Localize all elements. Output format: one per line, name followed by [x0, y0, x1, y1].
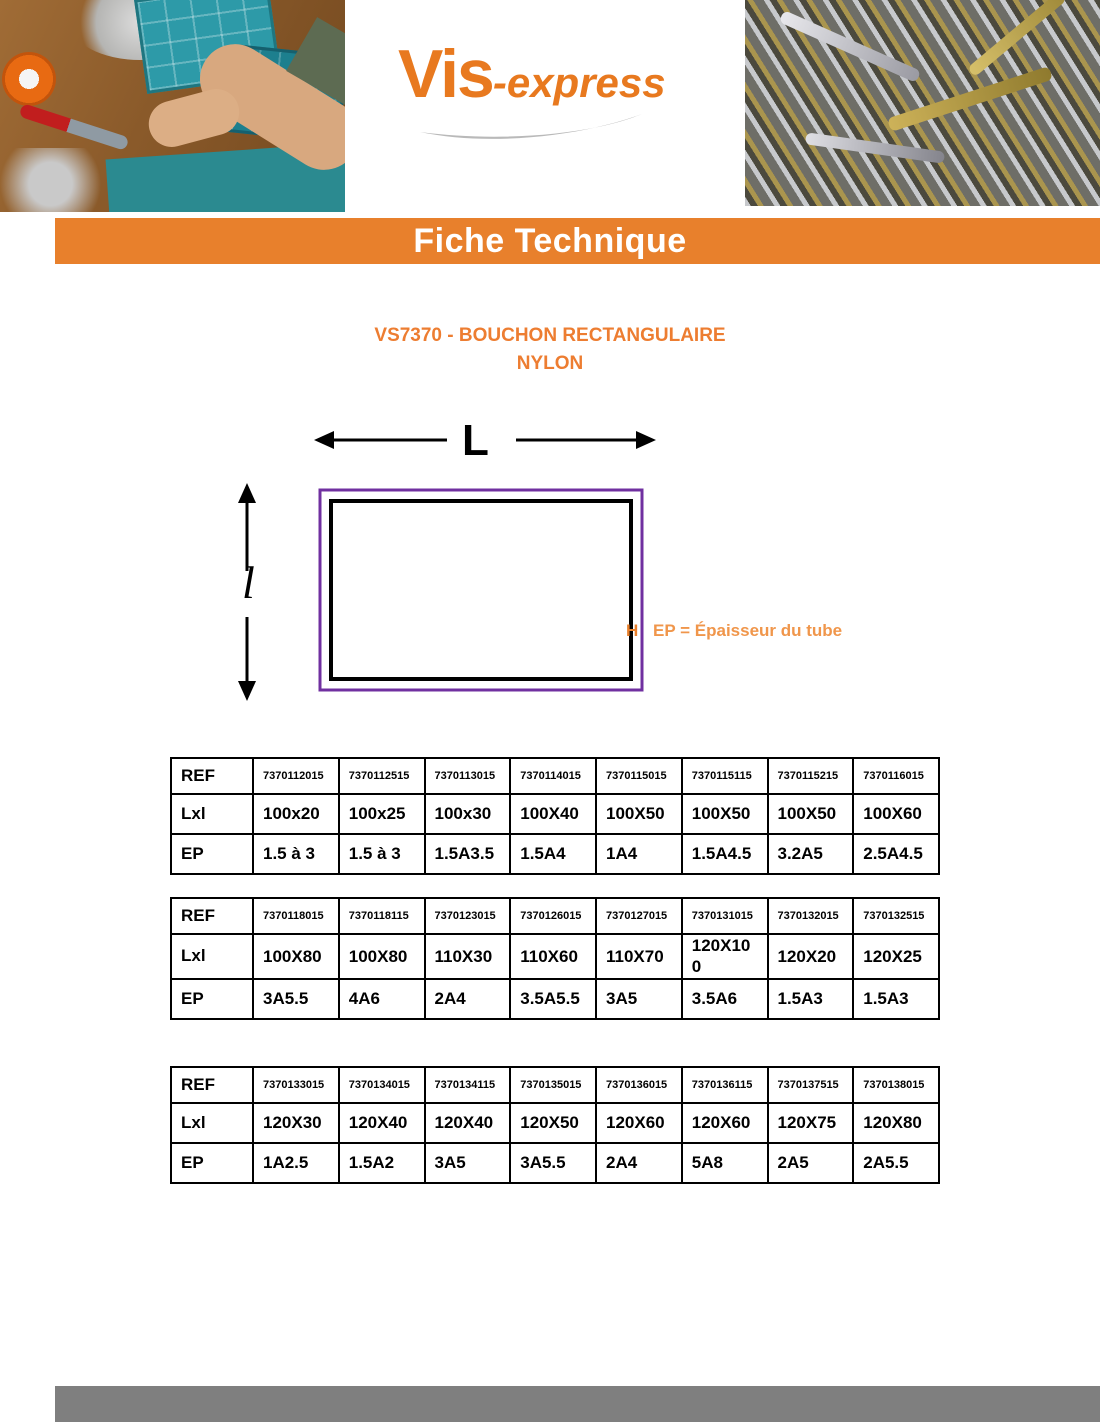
spec-value: 100x25: [339, 794, 425, 834]
spec-value: 100X80: [339, 934, 425, 979]
ref-value: 7370138015: [853, 1067, 939, 1103]
row-label: EP: [171, 1143, 253, 1183]
ref-value: 7370115215: [768, 758, 854, 794]
spec-value: 3.5A6: [682, 979, 768, 1019]
row-label: EP: [171, 979, 253, 1019]
ref-value: 7370131015: [682, 898, 768, 934]
screw-detail: [967, 0, 1067, 77]
spec-value: 100x30: [425, 794, 511, 834]
spec-value: 120X75: [768, 1103, 854, 1143]
spec-value: 2A4: [425, 979, 511, 1019]
title-line1: VS7370 - BOUCHON RECTANGULAIRE: [374, 325, 726, 346]
screwdriver-detail: [19, 103, 130, 151]
ep-note-row: [626, 621, 842, 641]
spec-value: 120X25: [853, 934, 939, 979]
spec-value: 1.5A3.5: [425, 834, 511, 874]
spec-value: 3.2A5: [768, 834, 854, 874]
spec-value: 100X50: [768, 794, 854, 834]
logo-swoosh-icon: [416, 112, 646, 146]
spec-value: 110X30: [425, 934, 511, 979]
title-line2: NYLON: [516, 353, 584, 374]
spec-value: 100X50: [682, 794, 768, 834]
workbench-photo: [0, 0, 345, 212]
ref-value: 7370112015: [253, 758, 339, 794]
ref-value: 7370133015: [253, 1067, 339, 1103]
table-row-ref: [171, 1067, 939, 1103]
spec-value: 100x20: [253, 794, 339, 834]
spec-value: 1A4: [596, 834, 682, 874]
footer-bar: [55, 1386, 1100, 1422]
spec-value: 120X60: [596, 1103, 682, 1143]
spec-value: 120X40: [339, 1103, 425, 1143]
ref-value: 7370123015: [425, 898, 511, 934]
ref-value: 7370112515: [339, 758, 425, 794]
screw-detail: [779, 10, 921, 83]
ref-value: 7370137515: [768, 1067, 854, 1103]
logo-express-text: -express: [492, 59, 666, 106]
dimension-label-l: l: [242, 557, 255, 608]
spec-tables: [170, 757, 940, 1184]
spec-value: 100X80: [253, 934, 339, 979]
spec-value: 120X20: [768, 934, 854, 979]
row-label: Lxl: [171, 1103, 253, 1143]
table-row-lxl: [171, 1103, 939, 1143]
ref-value: 7370135015: [510, 1067, 596, 1103]
spec-value: 5A8: [682, 1143, 768, 1183]
spec-value: 120X50: [510, 1103, 596, 1143]
table-row-ep: [171, 834, 939, 874]
ref-value: 7370118115: [339, 898, 425, 934]
spec-table-2: [170, 897, 940, 1020]
ref-value: 7370113015: [425, 758, 511, 794]
spec-value: 120X80: [853, 1103, 939, 1143]
spec-value: 2A5: [768, 1143, 854, 1183]
ref-value: 7370115015: [596, 758, 682, 794]
spec-value: 2.5A4.5: [853, 834, 939, 874]
spec-value: 4A6: [339, 979, 425, 1019]
spec-value: 3.5A5.5: [510, 979, 596, 1019]
spec-value: 1.5A2: [339, 1143, 425, 1183]
spec-value: 100X60: [853, 794, 939, 834]
spec-value: 3A5.5: [253, 979, 339, 1019]
spec-value: 120X60: [682, 1103, 768, 1143]
screws-photo: [745, 0, 1100, 206]
row-label: Lxl: [171, 934, 253, 979]
document-title: [0, 322, 1100, 378]
ref-value: 7370132515: [853, 898, 939, 934]
spec-value: 3A5: [425, 1143, 511, 1183]
spec-value: 2A4: [596, 1143, 682, 1183]
spec-value: 1.5A3: [853, 979, 939, 1019]
dimension-diagram: [0, 415, 1100, 715]
spec-value: 110X70: [596, 934, 682, 979]
table-row-ep: [171, 1143, 939, 1183]
screw-pile-detail: [0, 148, 113, 212]
spec-table-3: [170, 1066, 940, 1184]
row-label: Lxl: [171, 794, 253, 834]
spec-value: 100X40: [510, 794, 596, 834]
vis-express-logo: [398, 36, 718, 180]
table-row-ref: [171, 758, 939, 794]
logo-text: [398, 36, 718, 112]
ref-value: 7370136015: [596, 1067, 682, 1103]
hand-detail: [144, 84, 245, 152]
ref-value: 7370132015: [768, 898, 854, 934]
spec-table-1: [170, 757, 940, 875]
ref-value: 7370114015: [510, 758, 596, 794]
spec-value: 100X50: [596, 794, 682, 834]
row-label: REF: [171, 1067, 253, 1103]
spec-value: 1.5A4: [510, 834, 596, 874]
banner-title: Fiche Technique: [413, 221, 687, 260]
spec-value: 1.5A4.5: [682, 834, 768, 874]
row-label: REF: [171, 758, 253, 794]
ref-value: 7370127015: [596, 898, 682, 934]
spec-value: 1.5A3: [768, 979, 854, 1019]
spec-value: 1.5 à 3: [339, 834, 425, 874]
ref-value: 7370126015: [510, 898, 596, 934]
table-row-lxl: [171, 934, 939, 979]
dimension-label-h: H: [626, 621, 639, 640]
row-label: EP: [171, 834, 253, 874]
ref-value: 7370134015: [339, 1067, 425, 1103]
spec-value: 120X40: [425, 1103, 511, 1143]
ref-value: 7370118015: [253, 898, 339, 934]
spec-value: 1A2.5: [253, 1143, 339, 1183]
dimension-label-L: L: [462, 416, 489, 465]
ref-value: 7370116015: [853, 758, 939, 794]
ep-note: EP = Épaisseur du tube: [653, 621, 843, 640]
spec-value: 3A5: [596, 979, 682, 1019]
table-row-ref: [171, 898, 939, 934]
row-label: REF: [171, 898, 253, 934]
logo-vis-text: Vis: [398, 36, 493, 112]
ref-value: 7370136115: [682, 1067, 768, 1103]
spec-value: 3A5.5: [510, 1143, 596, 1183]
spec-value: 2A5.5: [853, 1143, 939, 1183]
table-row-lxl: [171, 794, 939, 834]
banner: [55, 218, 1100, 264]
tape-measure-detail: [2, 52, 56, 106]
screw-detail: [805, 132, 945, 163]
ref-value: 7370134115: [425, 1067, 511, 1103]
spec-value: 120X30: [253, 1103, 339, 1143]
spec-value: 1.5 à 3: [253, 834, 339, 874]
spec-value: 110X60: [510, 934, 596, 979]
table-row-ep: [171, 979, 939, 1019]
spec-value: 120X100: [682, 934, 768, 979]
ref-value: 7370115115: [682, 758, 768, 794]
